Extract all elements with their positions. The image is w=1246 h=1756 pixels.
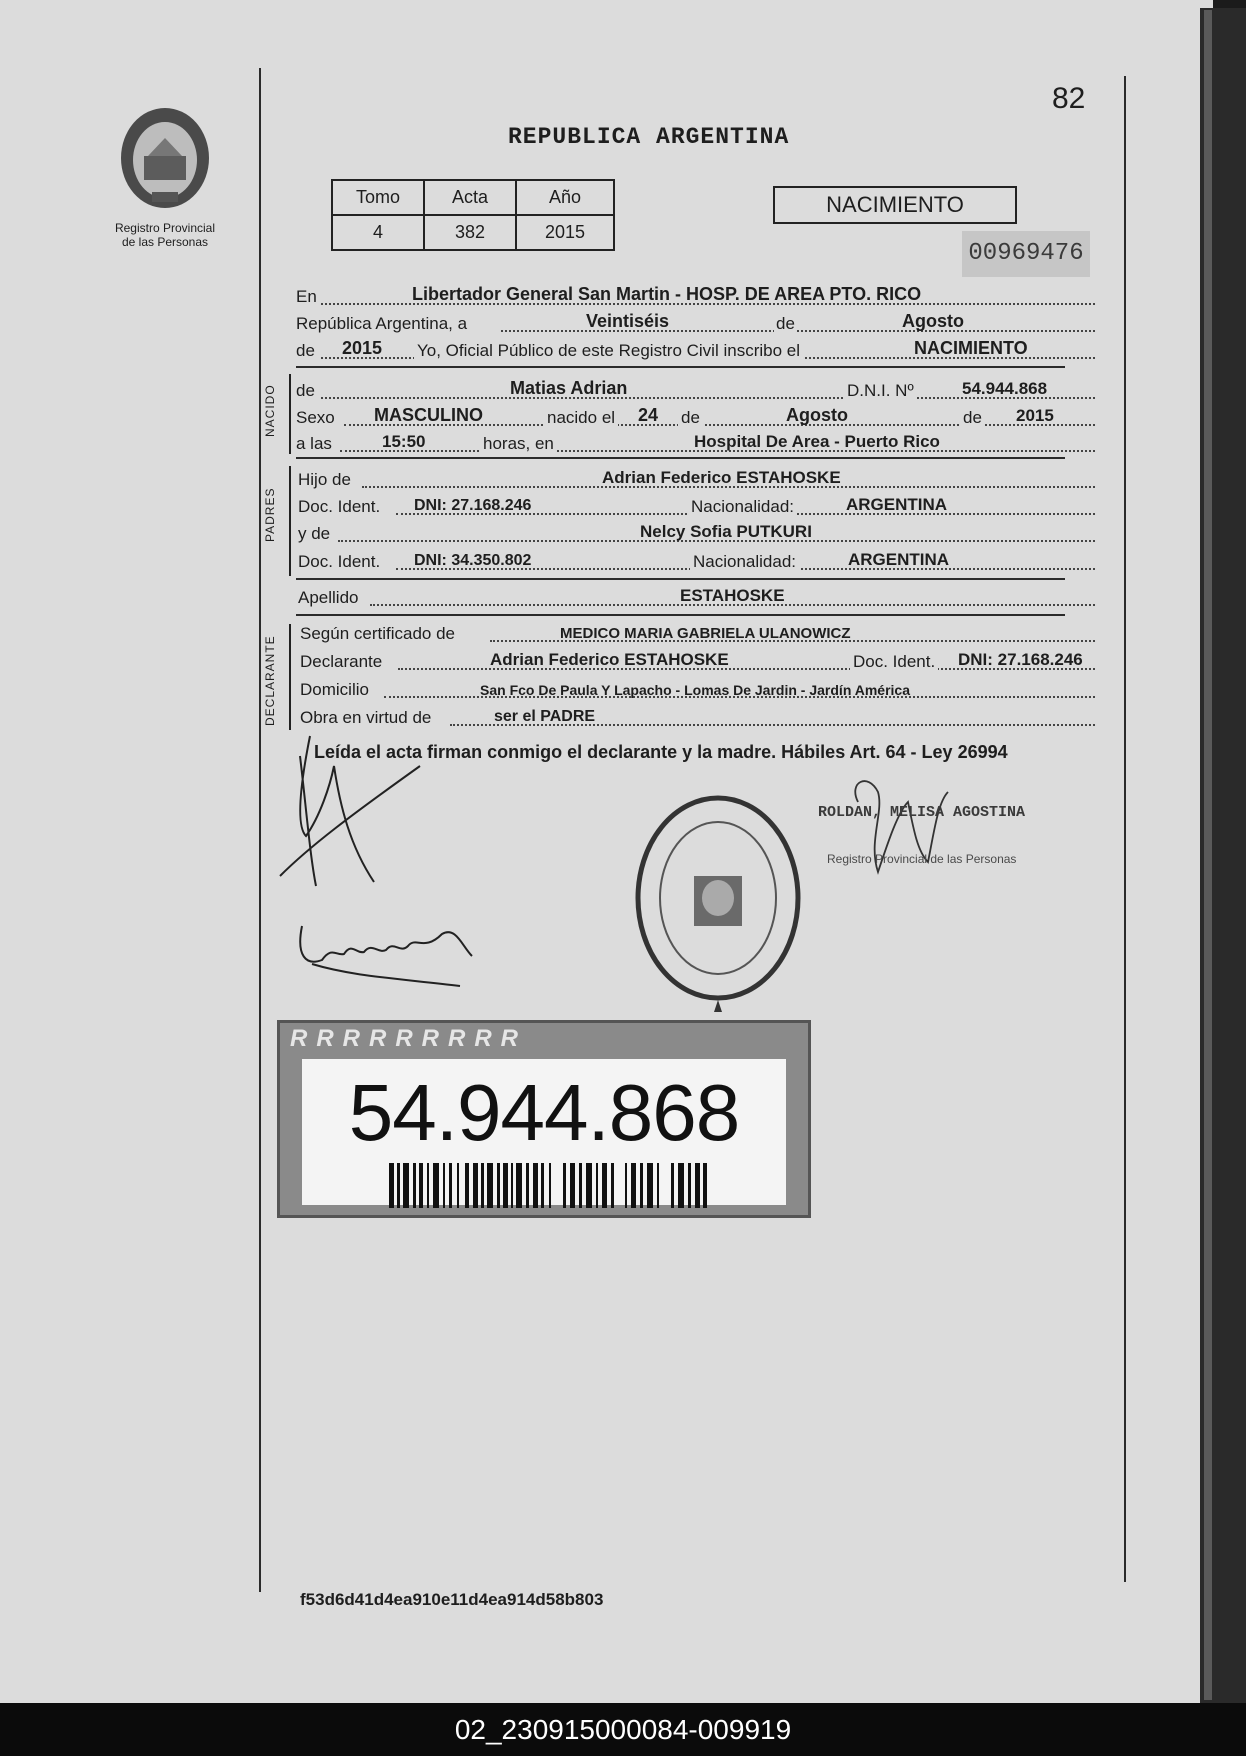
section-label-nacido: NACIDO xyxy=(263,384,277,437)
row-apellido xyxy=(298,584,1095,610)
section-label-padres: PADRES xyxy=(263,487,277,542)
label-dni: D.N.I. Nº xyxy=(844,381,917,401)
label-de: de xyxy=(960,408,985,428)
section-bar xyxy=(289,466,291,576)
label-de: de xyxy=(776,314,795,333)
label-declarante: Declarante xyxy=(300,652,383,671)
obra-value: ser el PADRE xyxy=(494,708,596,725)
official-role-stamp: Registro Provincial de las Personas xyxy=(827,852,1017,866)
apellido-value: ESTAHOSKE xyxy=(680,586,785,605)
logo-caption-line1: Registro Provincial xyxy=(114,221,216,235)
page-number: 82 xyxy=(1052,82,1086,115)
divider xyxy=(296,457,1065,459)
value-acta: 382 xyxy=(424,215,516,250)
barcode-inner-panel xyxy=(302,1059,786,1205)
row-mother-doc xyxy=(298,548,1095,574)
security-strip-text: RRRRRRRRR xyxy=(290,1025,527,1052)
label-republica: República Argentina, a xyxy=(296,314,468,333)
domicilio-value: San Fco De Paula Y Lapacho - Lomas De Jardin - Jardín América xyxy=(480,682,910,698)
section-label-declarante: DECLARANTE xyxy=(263,635,277,726)
label-doc-ident: Doc. Ident. xyxy=(298,552,381,571)
label-segun-certificado: Según certificado de xyxy=(300,624,455,643)
label-nacionalidad: Nacionalidad: xyxy=(688,497,797,517)
divider xyxy=(296,366,1065,368)
section-bar xyxy=(289,374,291,454)
label-doc-ident: Doc. Ident. xyxy=(850,652,938,672)
divider xyxy=(296,578,1065,580)
declarant-signature xyxy=(270,726,440,896)
label-de: de xyxy=(296,341,315,360)
birth-year: 2015 xyxy=(1016,406,1054,425)
file-id-footer: 02_230915000084-009919 xyxy=(0,1703,1246,1756)
label-a-las: a las xyxy=(296,434,332,453)
serial-number-stamp: 00969476 xyxy=(962,231,1090,277)
official-name-stamp: ROLDAN, MELISA AGOSTINA xyxy=(818,804,1026,821)
header-ano: Año xyxy=(516,180,614,215)
header-tomo: Tomo xyxy=(332,180,424,215)
label-obra-en-virtud: Obra en virtud de xyxy=(300,708,432,727)
table-value-row xyxy=(332,215,614,250)
child-dni: 54.944.868 xyxy=(962,379,1048,398)
day-words: Veintiséis xyxy=(586,311,670,331)
label-de: de xyxy=(296,381,315,400)
label-doc-ident: Doc. Ident. xyxy=(298,497,381,516)
birth-time: 15:50 xyxy=(382,432,426,451)
label-horas-en: horas, en xyxy=(480,434,557,454)
father-doc: DNI: 27.168.246 xyxy=(414,497,532,514)
row-hijo-de xyxy=(298,466,1095,492)
label-nacido-el: nacido el xyxy=(544,408,618,428)
provincial-seal-logo xyxy=(114,104,216,216)
mother-doc: DNI: 34.350.802 xyxy=(414,552,532,569)
label-de: de xyxy=(678,408,703,428)
record-type-box: NACIMIENTO xyxy=(773,186,1017,224)
section-bar xyxy=(289,624,291,730)
birth-month: Agosto xyxy=(786,405,848,425)
document-title: REPUBLICA ARGENTINA xyxy=(508,124,790,150)
row-certificado xyxy=(300,620,1095,646)
father-nationality: ARGENTINA xyxy=(846,495,948,514)
row-a-las xyxy=(296,430,1095,456)
declarante-doc: DNI: 27.168.246 xyxy=(958,650,1083,669)
row-declarante xyxy=(300,648,1095,674)
month-value: Agosto xyxy=(902,311,964,331)
right-margin-line xyxy=(1124,76,1126,1582)
row-republica xyxy=(296,310,1095,336)
birth-day: 24 xyxy=(638,405,659,425)
mother-nationality: ARGENTINA xyxy=(848,550,950,569)
table-header-row xyxy=(332,180,614,215)
row-en xyxy=(296,283,1095,309)
delegacion-seal xyxy=(628,790,808,1020)
closing-note: Leída el acta firman conmigo el declarante y la madre. Hábiles Art. 64 - Ley 26994 xyxy=(314,742,1008,762)
barcode-number: 54.944.868 xyxy=(348,1068,740,1157)
father-name: Adrian Federico ESTAHOSKE xyxy=(602,468,841,487)
certificate-value: MEDICO MARIA GABRIELA ULANOWICZ xyxy=(560,625,851,642)
document-hash: f53d6d41d4ea910e11d4ea914d58b803 xyxy=(300,1590,604,1609)
label-y-de: y de xyxy=(298,524,331,543)
label-hijo-de: Hijo de xyxy=(298,470,351,489)
row-de-year xyxy=(296,337,1095,363)
mother-signature xyxy=(292,906,492,996)
birth-place: Hospital De Area - Puerto Rico xyxy=(694,432,940,451)
label-yo-oficial: Yo, Oficial Público de este Registro Civil inscribo el xyxy=(414,341,803,361)
logo-caption xyxy=(100,221,230,249)
year-value: 2015 xyxy=(342,338,383,358)
place-value: Libertador General San Martin - HOSP. DE AREA PTO. RICO xyxy=(412,284,922,304)
row-y-de xyxy=(298,520,1095,546)
dni-barcode-label xyxy=(277,1020,811,1218)
barcode-bars xyxy=(389,1163,707,1208)
label-apellido: Apellido xyxy=(298,588,359,607)
value-tomo: 4 xyxy=(332,215,424,250)
declarante-value: Adrian Federico ESTAHOSKE xyxy=(490,650,729,669)
left-margin-line xyxy=(259,68,261,1592)
sexo-value: MASCULINO xyxy=(374,405,483,425)
label-nacionalidad: Nacionalidad: xyxy=(690,552,799,572)
label-sexo: Sexo xyxy=(296,408,335,427)
act-type-value: NACIMIENTO xyxy=(914,338,1028,358)
row-sexo xyxy=(296,404,1095,430)
row-domicilio xyxy=(300,676,1095,702)
row-nacido-name xyxy=(296,377,1095,403)
tomo-acta-ano-table xyxy=(331,179,615,251)
divider xyxy=(296,614,1065,616)
header-acta: Acta xyxy=(424,180,516,215)
binder-edge xyxy=(1204,10,1212,1700)
value-ano: 2015 xyxy=(516,215,614,250)
label-en: En xyxy=(296,287,317,306)
row-father-doc xyxy=(298,493,1095,519)
mother-name: Nelcy Sofia PUTKURI xyxy=(640,522,812,541)
label-domicilio: Domicilio xyxy=(300,680,369,699)
logo-caption-line2: de las Personas xyxy=(121,235,209,249)
child-name: Matias Adrian xyxy=(510,378,628,398)
